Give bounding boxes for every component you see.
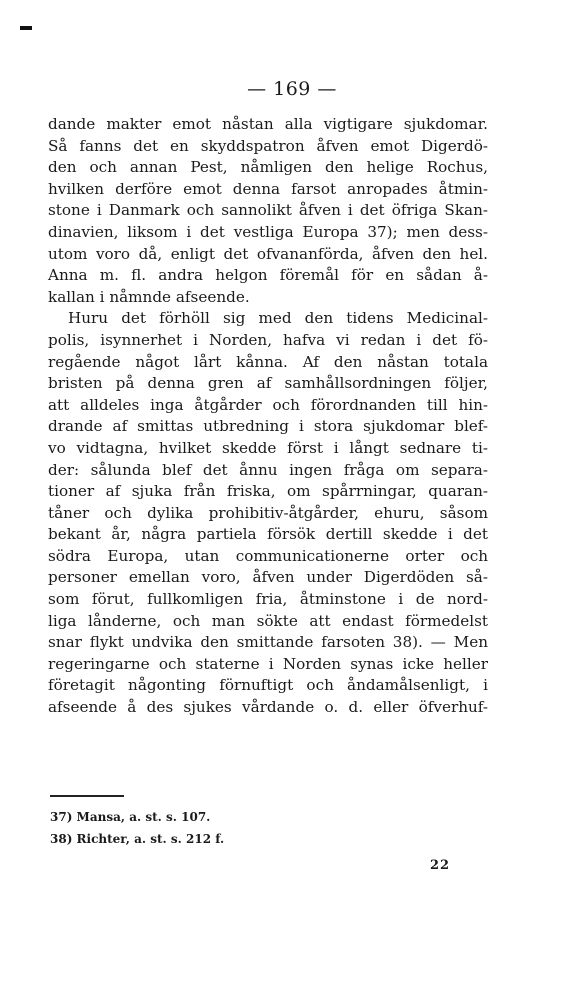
text-line: regående något lårt kånna. Af den nåstan totala (48, 352, 488, 371)
text-line: hvilken derföre emot denna farsot anropades åtmin- (48, 179, 488, 198)
text-line: bekant år, några partiela försök dertill skedde i det (48, 525, 488, 544)
text-line: utom voro då, enligt det ofvananförda, åfven den hel. (48, 244, 488, 263)
text-line: liga lånderne, och man sökte att endast förmedelst (48, 611, 488, 630)
text-line: kallan i nåmnde afseende. (48, 287, 250, 306)
footnote: 37) Mansa, a. st. s. 107. (50, 810, 211, 824)
text-line: som förut, fullkomligen fria, åtminstone i de nord- (48, 590, 488, 609)
footnotes (50, 806, 224, 850)
footnote: 38) Richter, a. st. s. 212 f. (50, 832, 225, 846)
text-line: tåner och dylika prohibitiv-åtgårder, ehuru, såsom (48, 503, 488, 522)
text-line: snar flykt undvika den smittande farsoten 38). — Men (48, 633, 488, 652)
text-line: stone i Danmark och sannolikt åfven i det öfriga Skan- (48, 201, 488, 220)
text-line: tioner af sjuka från friska, om spårrningar, quaran- (48, 482, 488, 501)
signature-mark: 22 (430, 858, 451, 873)
text-line: polis, isynnerhet i Norden, hafva vi redan i det fö- (48, 330, 488, 349)
text-line: företagit någonting förnuftigt och åndamålsenligt, i (48, 676, 488, 695)
text-line: personer emellan voro, åfven under Digerdöden så- (48, 568, 488, 587)
page-number: — 169 — (247, 78, 337, 100)
text-line: Så fanns det en skyddspatron åfven emot Digerdö- (48, 136, 488, 155)
text-line: vo vidtagna, hvilket skedde först i långt sednare ti- (48, 438, 488, 457)
text-line: drande af smittas utbredning i stora sjukdomar blef- (48, 417, 488, 436)
text-line: att alldeles inga åtgårder och förordnanden till hin- (48, 395, 488, 414)
text-line: den och annan Pest, nåmligen den helige Rochus, (48, 158, 488, 177)
corner-mark (20, 26, 32, 30)
text-line: dande makter emot nåstan alla vigtigare sjukdomar. (48, 115, 488, 133)
text-line: Huru det förhöll sig med den tidens Medicinal- (68, 309, 488, 328)
text-line: bristen på denna gren af samhållsordningen följer, (48, 374, 488, 393)
text-line: afseende å des sjukes vårdande o. d. eller öfverhuf- (48, 698, 488, 717)
text-line: der: sålunda blef det ånnu ingen fråga om separa- (48, 460, 488, 479)
body-text (48, 114, 488, 719)
text-line: södra Europa, utan communicationerne orter och (48, 546, 488, 565)
text-line: Anna m. fl. andra helgon föremål för en sådan å- (48, 266, 488, 285)
text-line: regeringarne och staterne i Norden synas icke heller (48, 654, 488, 673)
text-line: dinavien, liksom i det vestliga Europa 37); men dess- (48, 222, 488, 241)
footnote-rule (50, 795, 124, 797)
